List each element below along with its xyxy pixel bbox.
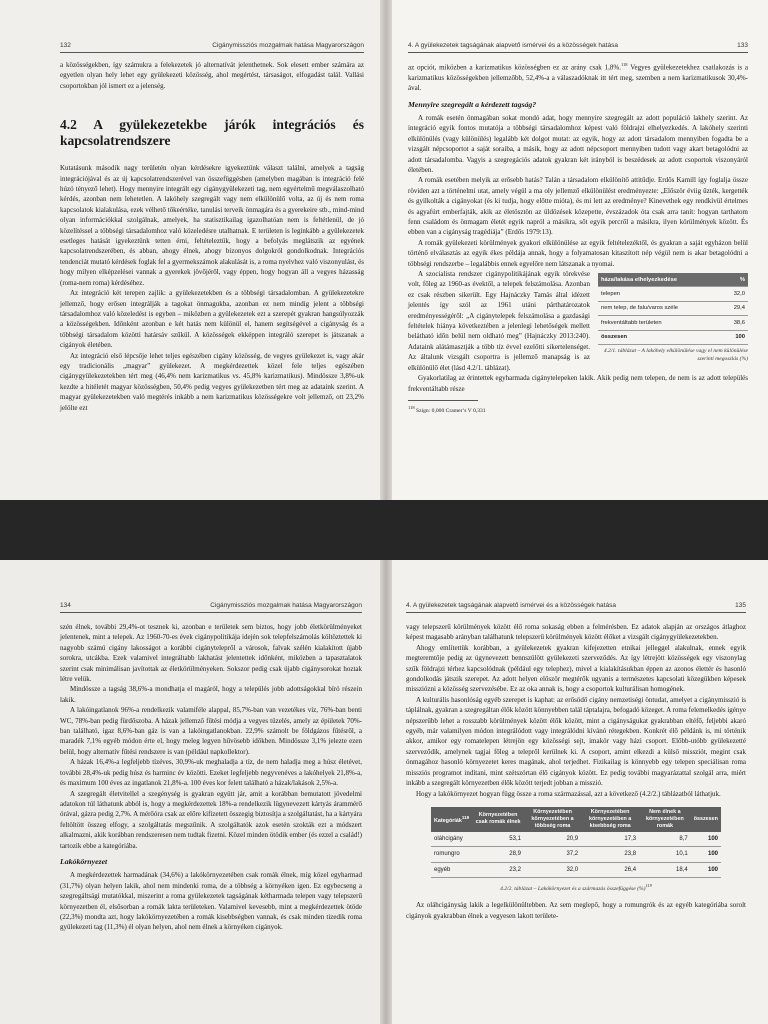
page-number: 134 — [60, 602, 71, 609]
paragraph: A kulturális hasonlóság egyéb szerepet is kaphat: az erősödő cigány nemzetiségi öntudat, amelyet a cigánymisszió is táplálnak, gyakran a szegregáltan élők között könnyebben talál táptalajra, befogadó közeget. A roma felemelkedés igénye népszerűbb lehet a rosszabb körülmények között élők között, mint a cigányságukat gyakrabban eltéfő, feljebbi akaró egyéb, már valamilyen módon integrálódott vagy integrálódni kívánó rétegekben. Konkrét élő példánk is, mi történik akkor, amikor egy romatelepen létrejön egy közösségi sejt, imakör vagy házi csoport. Előbb-utóbb gyülekezetté szerveződik, amelynek tagjai főleg a telepről kerülnek ki. A csoport, amint elkezdi a külső missziót, megint csak önmagához hasonló környezetet keres magának, ahol terjedhet. Fizikailag is könnyebb egy telepen speciálisan roma missziós programot indítani, mint szétszórtan élő cigányok között. Ez pedig további magyarázattal szolgál arra, miért inkább a szegregált környezetben élők között terjedt jobban a misszió. — [406, 695, 746, 788]
table-cell: 23,2 — [472, 862, 524, 877]
table-row — [431, 832, 721, 847]
running-header — [60, 42, 364, 49]
running-title: 4. A gyülekezetek tagságának alapvető ismérvei és a közösségek hatása — [408, 42, 618, 49]
paragraph: vagy telepszerű körülmények között élő roma sokaság ebben a felmérésben. Ez adatok alapján az országos átlaghoz képest magasabb arányban találhatunk telepszerű körülmények között élőket a vizsgált cigánygyülekezetekben. — [406, 623, 746, 642]
header-rule — [60, 52, 364, 53]
table-row — [598, 287, 748, 301]
table-cell: összesen — [598, 330, 722, 344]
section-heading: 4.2 A gyülekezetekbe járók integrációs és kapcsolatrendszere — [60, 117, 364, 149]
paragraph: Kutatásunk második nagy területén olyan kérdésekre igyekeztünk választ találni, amelyek a tagság integrációjával és az új kapcsolatrendszerével van összefüggésben (amelyben magában is integráció felé húzó tényező lehet). Hogy mennyire integrált egy cigánygyülekezeti tag, nem egyértelmű megválaszolható kérdés, azonban nem lehetetlen. A lakóhely szegregált vagy nem elkülönülő volta, az új és nem roma kapcsolatok kialakulása, ezek vélhető tőkeértéke, tanulási terveik önmagára és a gyerekeire stb., mind-mind olyan információkkal szolgálnak, amelyek, ha statisztikailag igazolhatóan nem is feltétlenül, de jó közelítéssel a többségi társadalomhoz való közeledésre utalhatnak. E területen is leginkább a gyülekezetek esetleges hatását igyekeztünk tetten érni, feltételeztük, hogy a befolyás meglátszik az egyének kapcsolatrendszerében, és abban, ahogy élnek, ahogy bizonyos dolgokról gondolkodnak. Integrációs tendenciát mutató kérdések foglak fel a gyermekszámok alakulását is, a roma nyelvhez való viszonyulást, és hogy milyen elképzelései vannak a gyerekek jövőjéről, vagy éppen, hogy hogyan áll a vegyes házasság (roma-nem roma) kérdéséhez. — [60, 164, 364, 287]
page-body — [406, 622, 746, 921]
table-header-cell: % — [722, 273, 748, 287]
book-spine-shadow — [380, 0, 392, 500]
paragraph: A romák esetén önmagában sokat mondó adat, hogy mennyire szegregált az adott populáció lakhely szerint. Az integráció egyik fontos mutatója a többségi társadalomhoz képest való földrajzi elhelyezkedés. A lakóhely szerinti elkülönülés (vagy különülés) legalább két dolgot mutat: az egyik, hogy az adott társadalom mennyiben fogadta be a vizsgált népcsoportot a saját soraiba, a másik, hogy az adott népcsoport mennyiben tudott vagy akart betagolódni az adott társadalomba. Vagyis a szegregációs adatok gyakran két irányból is beszédesek az adott csoportok viszonyáról életében. — [408, 113, 748, 174]
footnote-ref: 119 — [645, 883, 652, 889]
paragraph: Ahogy említettük korábban, a gyülekezetek gyakran kifejezetten etnikai jelleggel alakulnak, ennek egyik megteremtője pedig az úgynevezett bennszülött gyülekezeti szerveződés. Az így létrejött közösségek egy viszonylag szűk földrajzi térhez kapcsolódnak (például egy telephez), mivel a kialakításukban éppen az azonos élettér és hasonló gondolkodás játszik szerepet. Az adott helyen először megtérők ugyanis a természetes kapcsolati közegükben képesek missziózni a közösség szervezésébe. Ez az oka annak is, hogy a csoportok kulturálisan homogének. — [406, 643, 746, 694]
paragraph: Az integráció első lépcsője lehet teljes egészében cigány közösség, de vegyes gyülekezet is, vagy akár egy tradicionális „magyar” gyülekezet. A megkérdezettek közel fele teljes egészében cigánygyülekezetekben tért meg (46,4% nem karizmatikus vs. 45,8% karizmatikus). Mindössze 3,8%-uk kezdte a hitéletét magyar közösségben, 50,4% pedig vegyes gyülekezetben tért meg az adataink szerint. A magyar gyülekezetekben való megtérés inkább a nem karizmatikus közösségekre volt jellemző, ott 23,2% jelölte ezt — [60, 351, 364, 412]
footnote-ref: 118 — [620, 62, 628, 67]
page-number: 132 — [60, 42, 71, 49]
table-header-cell: összesen — [691, 807, 721, 832]
table-cell: oláhcigány — [431, 832, 472, 847]
running-header — [408, 42, 748, 49]
running-title: Cigánymissziós mozgalmak hatása Magyarországon — [210, 602, 362, 609]
table-cell: 53,1 — [472, 832, 524, 847]
table-cell: 100 — [691, 832, 721, 847]
table-caption: 4.2/1. táblázat – A lakóhely elkülönülése vagy el nem különülése szerinti megoszlás (%) — [603, 348, 748, 362]
table-row — [431, 862, 721, 877]
paragraph: Gyakorlatilag az érintettek egyharmada cigánytelepeken lakik. Akik pedig nem telepen, de nem is az adott település frekventáltabb része — [408, 374, 748, 393]
table-row — [431, 847, 721, 862]
footnote-number: 118 — [408, 404, 415, 410]
footnote-ref: 119 — [461, 815, 470, 820]
caption-text: 4.2/2. táblázat – Lakókörnyezet és a származás összefüggése (%) — [500, 885, 646, 892]
header-rule — [60, 612, 362, 613]
table-cell: 29,4 — [722, 301, 748, 315]
table-cell: frekventáltabb területen — [598, 316, 722, 330]
paragraph: A megkérdezettek harmadának (34,6%) a lakókörnyezetében csak romák élnek, míg közel egyharmad (31,7%) olyan helyen lakik, ahol nem mindenki roma, de a többség a környéken igen. Ez egybecseng a szegregáltsági mutatókkal, miszerint a roma gyülekezetek tagságának kétharmada telepen vagy telepszerű környezetben él, elsősorban a romák lakta területeken. Valamivel kevesebb, mint a megkérdezettek ötöde (22,3%) mondta azt, hogy lakókörnyezetében a romák kisebbségben vannak, és csak minden tizedik roma gyülekezeti tag (11,3%) él olyan helyen, ahol nem élnek a környéken cigányok. — [60, 871, 362, 932]
paragraph-text: Vegyes gyülekezetekhez csatlakozás is a karizmatikus közösségekben jellemzőbb, 52,4%-a a válaszadóknak itt tért meg, szemben a nem karizmatikusok 30,4%-ával. — [408, 63, 748, 93]
paragraph: A szocialista rendszer cigánypolitikájának egyik törekvése volt, főleg az 1960-as évektől, a telepek felszámolása. Azonban ez csak részben sikerült. Egy Hajnáczky Tamás által idézett jelentés így szól az 1961 utáni párthatározatok eredményességéről: „A cigánytelepek felszámolása a gazdasági feltételek hiánya következtében a jelenlegi lehetőségek mellett belátható időn belül nem oldható meg” (Hajnáczky 2013:240). Adataink alátámasztják a több tíz évvel ezelőtti sikertelenséget. Az általunk vizsgált csoportra is jellemző manapság is az elkülönülő élet (lásd 4.2/1. táblázat). — [408, 270, 590, 372]
table-cell: 32,0 — [722, 287, 748, 301]
page-number: 135 — [735, 602, 746, 609]
table-cell: 28,9 — [472, 847, 524, 862]
header-rule — [406, 612, 746, 613]
table-cell: 37,2 — [524, 847, 581, 862]
table-cell: 17,3 — [581, 832, 639, 847]
paragraph: Az integráció két terepen zajlik: a gyülekezetekben és a többségi társadalomban. A gyülekezetekre jellemző, hogy erősen integrálják a tagokat önmagukba, azonban ez nem mindig jelent a többségi társadalomhoz való közeledést is egyben – miközben a gyülekezetek ezt a szerepét gyakran hangsúlyozzák a közösségekben. Időnként azonban e két hatás nem különül el, hanem segítségével a cigányság és a többségi társadalom közötti határsáv szűkül. A közösségek ekképpen integráló szerepet is játszanak a cigányok életében. — [60, 289, 364, 350]
table-cell: 100 — [691, 847, 721, 862]
table-cell: 8,7 — [639, 832, 691, 847]
table-4-2-1 — [598, 273, 748, 363]
paragraph: A romák esetében melyik az erősebb hatás? Talán a társadalom elkülönítő attitűdje. Erdős Kamill így foglalja össze röviden azt a történelmi utat, amely végül a ma oly jellemző elkülönülést eredményezte: „Először éviig űzték, kergették és gyilkolták a cigányokat (és ki tudja, hogy előtte mióta), és mi lett az eredménye? Kinevethek egy rendkívül értelmes és agyafúrt emberfajták, akik az életösztön az üldözések közepette, évszázadok óta csak arra tanít: hogyan tarthatom fenn családom és önmagam életét egyik napról a másikra, sőt egyik percről a másikra, ilyen körülmények között. És ebben van a cigányság tragédiája” (Erdős 1979:13). — [408, 176, 748, 237]
paragraph: szén élnek, további 29,4%-ot tesznek ki, azonban e területek sem biztos, hogy jobb életkörülményeket jelentenek, mint a telepek. Az 1960-70-es évek cigánypolitikája idején sok telepfelszámolás költöztettek ki nagyobb számú cigány lakosságot a korábbi cigánytelepről a városok, falvak szélén kialakított újabb sorokra, utcákba. Ezek valamivel integráltabb lakhatást jelentettek időnként, miközben a tapasztalatok szerint csak minimálisan javítottak az életkörülményeken. Sokszor pedig csak újabb cigánysorokat hoztak létre velük. — [60, 623, 362, 684]
paragraph: Mindössze a tagság 38,6%-a mondhatja el magáról, hogy a település jobb adottságokkal bíró részein lakik. — [60, 685, 362, 704]
table-cell: 100 — [691, 862, 721, 877]
table-header-cell — [431, 807, 472, 832]
page-133 — [386, 0, 768, 500]
running-title: Cigánymissziós mozgalmak hatása Magyarországon — [212, 42, 364, 49]
footnote-rule — [408, 400, 478, 401]
table-cell: 20,9 — [524, 832, 581, 847]
table-header-cell: Környezetében csak romák élnek — [472, 807, 524, 832]
table-cell: telepen — [598, 287, 722, 301]
running-header — [406, 602, 746, 609]
footnote — [408, 404, 748, 415]
table-cell: nem telep, de falu/varos széle — [598, 301, 722, 315]
running-header — [60, 602, 362, 609]
table-cell: 18,4 — [639, 862, 691, 877]
table-caption — [431, 881, 721, 894]
paragraph: A lakóingatlanok 96%-a rendelkezik valamiféle alappal, 85,7%-ban van vezetékes víz, 76%-ban benti WC, 78%-ban pedig fürdőszoba. A házak jellemző fűtési módja a vegyes tüzelés, amely az épületek 70%-ban található, igaz 8,6%-ban gáz is van a lakóingatlanokban. 22,9% számolt be földgázos fűtésről, a maradék 7,1% egyéb módon érte el, hogy meleg legyen hűvösebb időkben. Mindössze 3,1% jelezte ezen belül, hogy alternatív fűtési rendszere is van (például napkollektor). — [60, 706, 362, 756]
table-4-2-2 — [431, 807, 721, 894]
table-cell: 23,8 — [581, 847, 639, 862]
page-body — [60, 60, 364, 413]
table-cell: romungro — [431, 847, 472, 862]
page-number: 133 — [737, 42, 748, 49]
scan-gap — [0, 500, 768, 560]
table-cell: 32,0 — [524, 862, 581, 877]
paragraph-text: az opciót, miközben a karizmatikus közösségben ez az arány csak 1,8%. — [408, 63, 621, 72]
paragraph: a közösségekben, így számukra a felekezetek jó alternatívát jelenthetnek. Sok elesett ember számára az egyetlen olyan hely lehet egy gyülekezeti közösség, ahol megértést, társaságot, elfogadást talál. Vallási csoportokban jól ismert ez a jelenség. — [60, 61, 364, 90]
page-135 — [386, 560, 768, 1024]
table-cell: 26,4 — [581, 862, 639, 877]
header-text: Kategóriák — [434, 817, 462, 824]
location-table — [598, 273, 748, 345]
table-header-cell: Környezetében környezetében a kisebbség roma — [581, 807, 639, 832]
page-body — [408, 60, 748, 415]
table-cell: 10,1 — [639, 847, 691, 862]
subheading: Lakókörnyezet — [60, 856, 108, 866]
paragraph: A házak 16,4%-a legfeljebb tízéves, 30,9%-uk meghaladja a tíz, de nem haladja meg a húsz életévet, további 28,4%-uk pedig húsz és harminc év közötti. Ezeket legfeljebb negyvenéves a lakóhelyek 21,8%-a, és maximum 100 éves az ingatlanok 21,8%-a. 100 éves kor felett található a házak/lakások 2,5%-a. — [60, 758, 362, 788]
running-title: 4. A gyülekezetek tagságának alapvető ismérvei és a közösségek hatása — [406, 602, 616, 609]
paragraph: A romák gyülekezeti körülmények gyakori elkülönülése az egyik feltételezéktől, és gyakran a saját egyházon belül történő elválasztás az egyik ékes példája annak, hogy a folyamatosan kitaszított nép végül nem is akar betagolódni a többségi rendszerbe – legalábbis ennek egyelőre nem látszanak a nyomai. — [408, 238, 748, 268]
paragraph: A szegregált életvitellel a szegénység is gyakran együtt jár, amit a korábban bemutatott jövedelmi adatokon túl láthatunk abból is, hogy a megkérdezettek 18%-a rendelkezik lügynevezett kártyás árammérő órával, gázra pedig 2,7%. A mérőóra csak az előre kifizetett összegig biztosítja a szolgáltatást, ha a kártyára feltöltött összeg elfogy, a szolgáltatás megszűnik. A szolgáltatók azok esetén szokták ezt a módszert alkalmazni, akik korábban rendszeresen nem tudtak fizetni. Közel minden ötödik ember (és ezzel a család!) tartozik ebbe a kategóriába. — [60, 789, 362, 850]
table-header-cell: háza/lakása elhelyezkedése — [598, 273, 722, 287]
page-132 — [0, 0, 386, 500]
footnote-text: Szign: 0,000 Cramer’s V 0,331 — [414, 407, 486, 414]
paragraph — [408, 60, 748, 94]
table-cell: 100 — [722, 330, 748, 344]
table-row — [598, 330, 748, 344]
page-134 — [0, 560, 386, 1024]
table-cell: 38,6 — [722, 316, 748, 330]
table-row — [598, 301, 748, 315]
subheading: Mennyire szegregált a kérdezett tagság? — [408, 99, 537, 109]
table-header-cell: Környezetében környezetében a többség roma — [524, 807, 581, 832]
environment-table — [431, 807, 721, 878]
table-row — [598, 316, 748, 330]
paragraph: Az oláhcigányság lakik a legelkülönültebben. Az sem meglepő, hogy a romungrók és az egyéb kategóriába sorolt cigányok gyakrabban élnek a vegyesen lakott területe- — [406, 901, 746, 920]
paragraph: Hogy a lakókörnyezet hogyan függ össze a roma származással, azt a következő (4.2/2.) táblázatból láthatjuk. — [416, 789, 721, 798]
table-cell: egyéb — [431, 862, 472, 877]
header-rule — [408, 52, 748, 53]
table-header-cell: Nem élnek a környezetében romák — [639, 807, 691, 832]
page-body — [60, 622, 362, 933]
book-spine-shadow — [380, 560, 392, 1024]
